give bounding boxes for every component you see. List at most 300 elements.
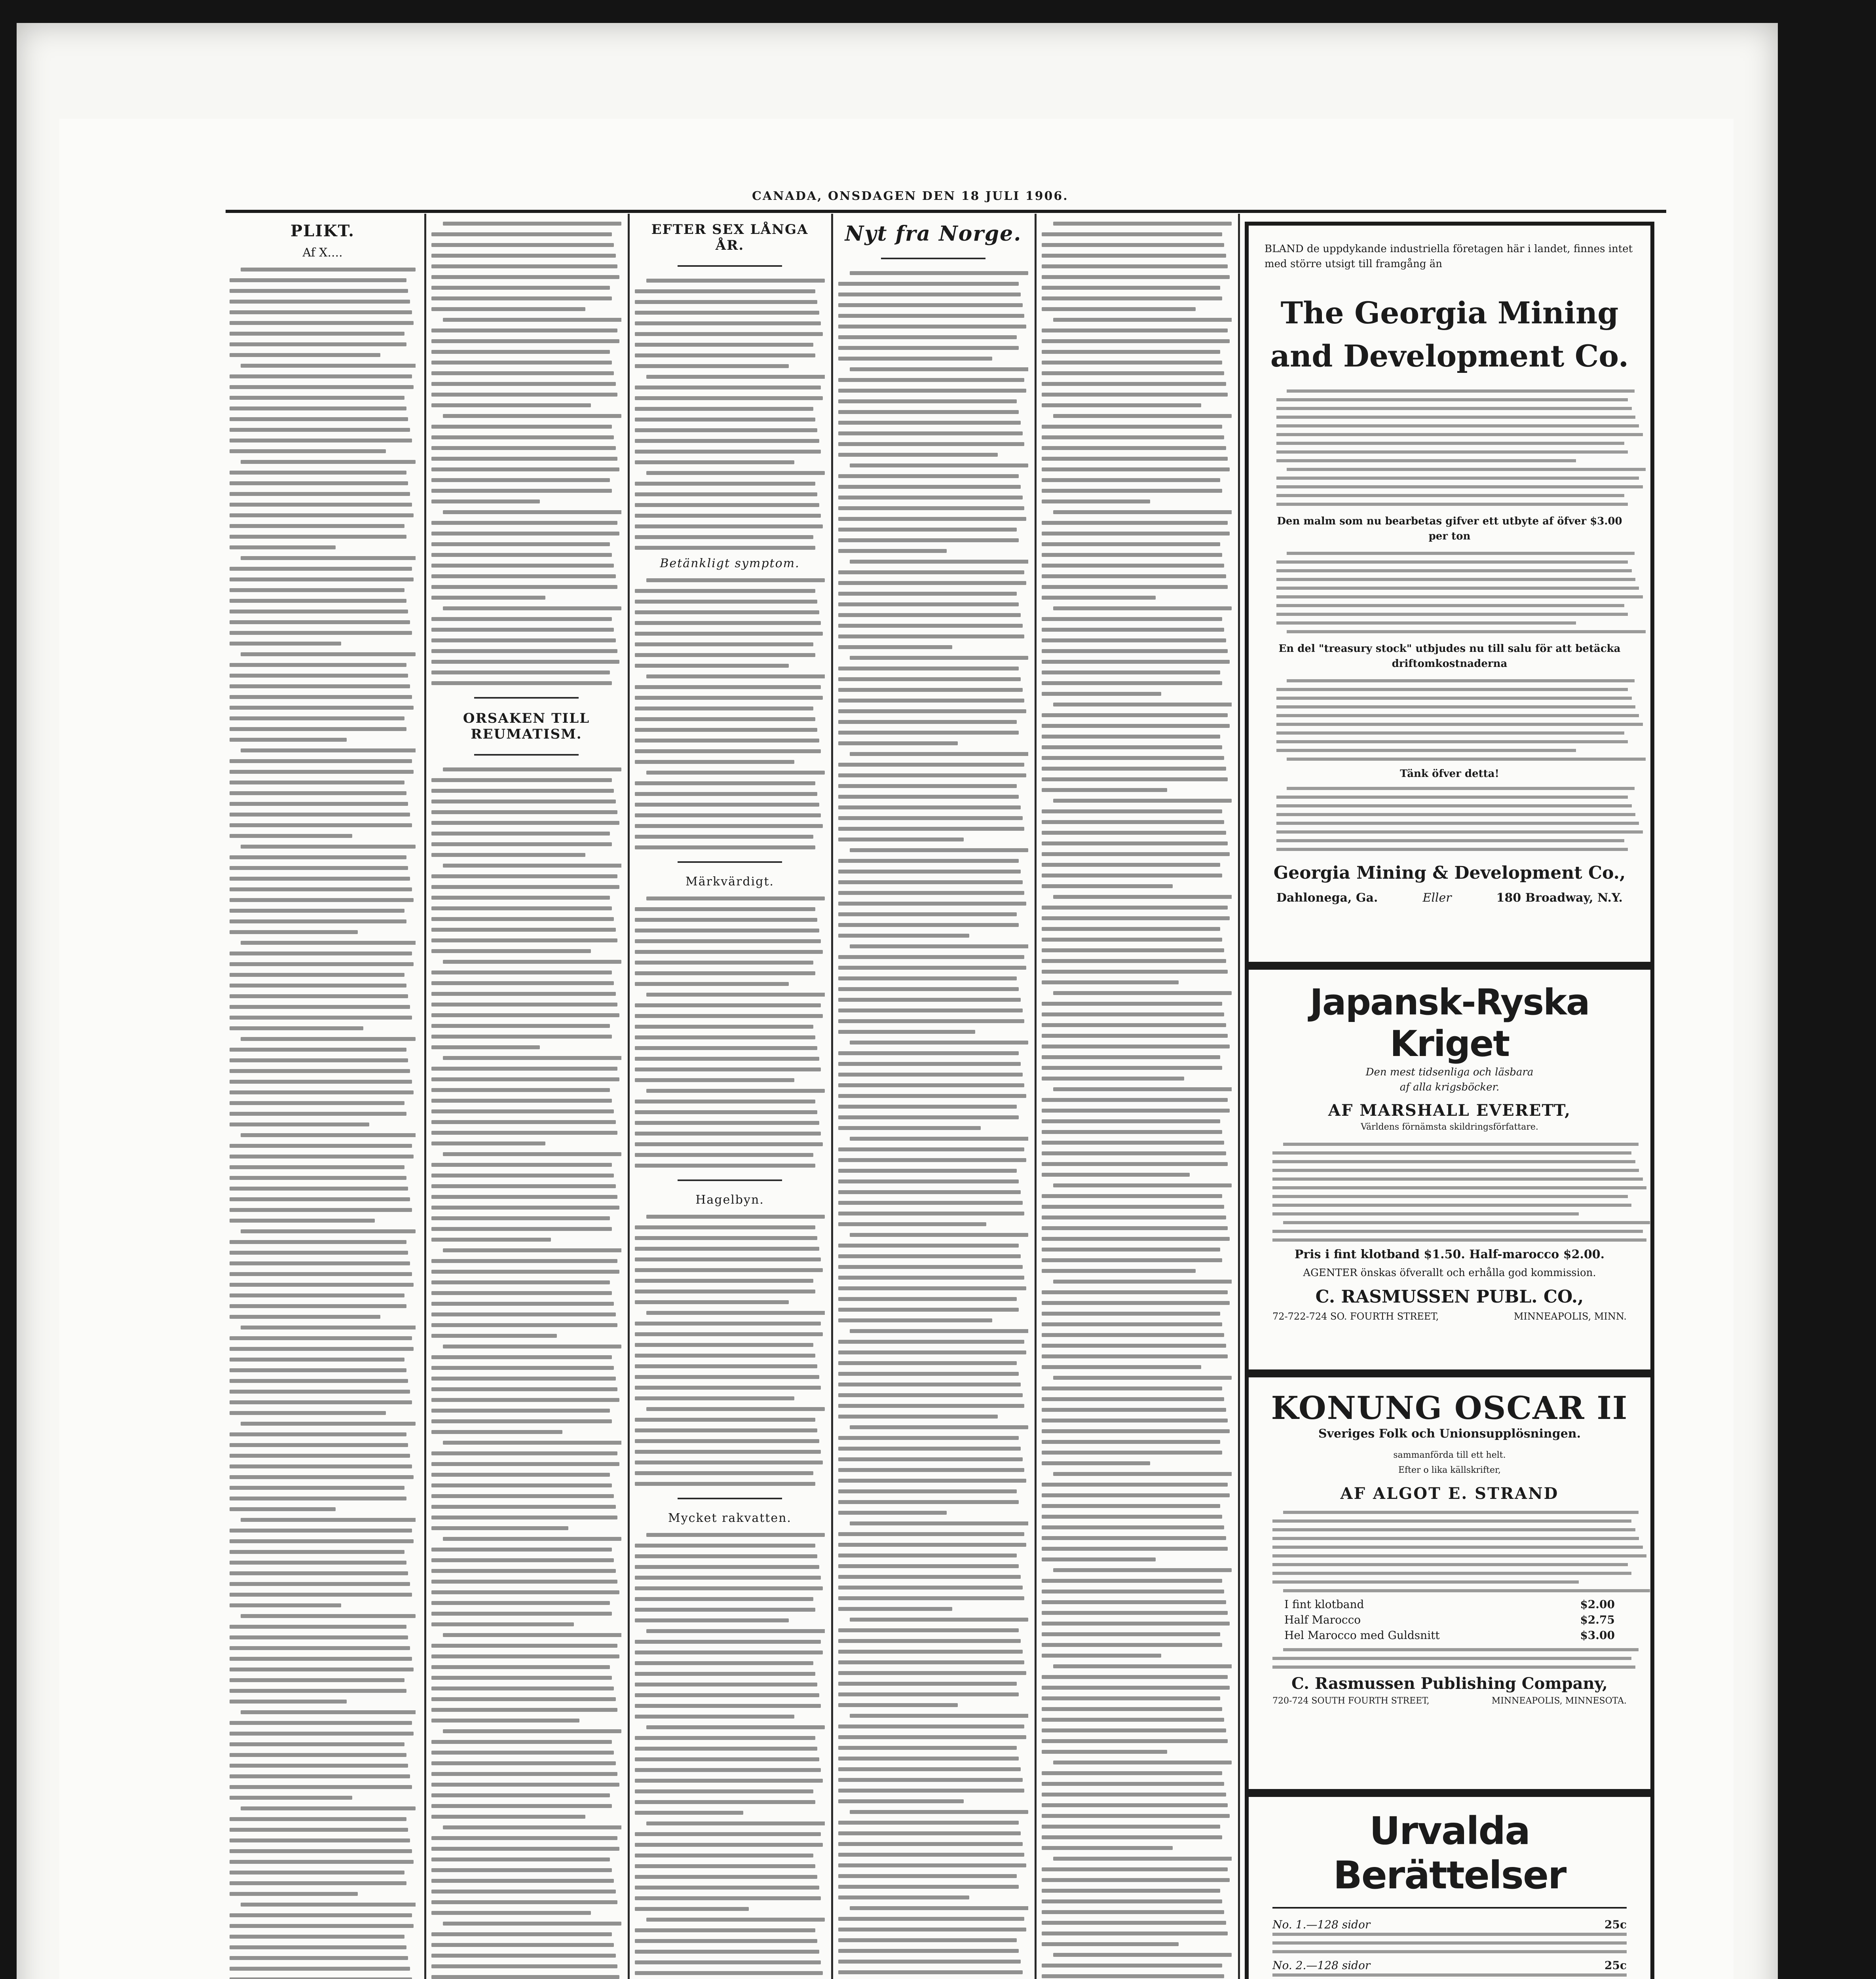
ad-japansk-ryska-kriget xyxy=(1245,966,1654,1373)
text-line xyxy=(443,1537,621,1541)
text-line xyxy=(230,1742,404,1746)
text-line xyxy=(838,570,1024,574)
text-line xyxy=(230,1721,412,1725)
text-line xyxy=(635,781,815,785)
text-line xyxy=(230,770,414,774)
text-line xyxy=(1042,232,1222,236)
text-line xyxy=(635,717,815,721)
text-line xyxy=(1042,1793,1226,1797)
text-line xyxy=(838,357,992,361)
text-line xyxy=(635,1693,819,1697)
text-line xyxy=(241,1614,416,1618)
text-line xyxy=(635,1290,815,1293)
book-price: 25c xyxy=(1604,1959,1627,1972)
text-line xyxy=(431,1804,612,1808)
text-line xyxy=(230,930,358,934)
text-line xyxy=(838,709,1026,713)
text-line xyxy=(431,1227,612,1231)
text-line xyxy=(838,581,1026,585)
text-line xyxy=(635,1257,821,1261)
text-line xyxy=(443,1152,621,1156)
text-line xyxy=(1276,398,1628,401)
text-line xyxy=(838,1607,952,1611)
text-line xyxy=(838,1853,1024,1857)
text-line xyxy=(646,771,825,775)
text-line xyxy=(1042,1045,1230,1048)
ad-publisher: C. RASMUSSEN PUBL. CO., xyxy=(1315,1287,1584,1307)
text-line xyxy=(1272,1950,1627,1953)
text-line xyxy=(230,1561,406,1565)
text-line xyxy=(230,1368,406,1372)
text-line xyxy=(1276,740,1628,743)
text-line xyxy=(431,574,616,578)
text-line xyxy=(635,1576,821,1580)
text-line xyxy=(1287,468,1646,471)
text-line xyxy=(1042,1622,1230,1626)
text-line xyxy=(838,624,1023,628)
text-line xyxy=(443,510,621,514)
text-line xyxy=(1276,424,1639,427)
text-line xyxy=(838,741,958,745)
text-line xyxy=(838,1863,1026,1867)
text-line xyxy=(635,1386,821,1390)
text-line xyxy=(443,767,621,771)
text-line xyxy=(1042,596,1156,600)
text-line xyxy=(1053,1087,1232,1091)
text-line xyxy=(230,759,412,763)
text-line xyxy=(1272,1657,1631,1660)
text-line xyxy=(431,1195,617,1199)
text-line xyxy=(230,802,408,806)
text-line xyxy=(1287,787,1635,790)
ad-title: and Development Co. xyxy=(1270,338,1629,374)
text-line xyxy=(635,1875,817,1879)
text-line xyxy=(850,944,1028,948)
text-line xyxy=(850,1041,1028,1045)
text-line xyxy=(1272,1151,1631,1155)
text-line xyxy=(635,1439,819,1443)
text-line xyxy=(1042,1226,1228,1230)
text-line xyxy=(1042,1878,1230,1882)
text-line xyxy=(635,1672,815,1676)
text-line xyxy=(838,1703,958,1707)
text-line xyxy=(838,1190,1021,1194)
text-line xyxy=(230,1539,414,1543)
text-line xyxy=(431,1761,616,1765)
text-line xyxy=(230,1796,352,1800)
text-line xyxy=(838,688,1023,692)
text-line xyxy=(1042,670,1220,674)
text-line xyxy=(431,1238,551,1242)
text-line xyxy=(850,271,1028,275)
text-line xyxy=(838,1008,1023,1012)
text-line xyxy=(1042,1974,1224,1978)
text-line xyxy=(838,1415,998,1419)
text-line xyxy=(838,1147,1024,1151)
text-line xyxy=(230,909,404,913)
text-line xyxy=(635,1736,815,1740)
text-line xyxy=(230,1400,412,1404)
text-line xyxy=(1053,1664,1232,1668)
text-line xyxy=(838,1596,1024,1600)
text-line xyxy=(1042,660,1230,664)
text-line xyxy=(431,1719,579,1723)
text-line xyxy=(230,791,406,795)
text-line xyxy=(431,1312,616,1316)
text-line xyxy=(431,628,614,632)
text-line xyxy=(230,1155,414,1159)
text-line xyxy=(1042,1258,1222,1262)
text-line xyxy=(431,339,619,343)
text-line xyxy=(635,1747,817,1751)
text-line xyxy=(635,1428,817,1432)
text-line xyxy=(1042,532,1230,536)
text-line xyxy=(1272,1528,1635,1531)
text-line xyxy=(1276,830,1643,834)
column-4 xyxy=(838,222,1028,1979)
text-line xyxy=(1283,1589,1650,1592)
text-line xyxy=(1042,820,1224,824)
text-line xyxy=(1042,745,1222,749)
text-line xyxy=(431,467,619,471)
text-line xyxy=(838,859,1019,863)
text-line xyxy=(1283,1143,1639,1146)
text-line xyxy=(230,781,404,784)
text-line xyxy=(838,784,1017,788)
text-line xyxy=(1042,1066,1222,1070)
text-line xyxy=(431,906,612,910)
text-line xyxy=(1042,1237,1230,1241)
text-line xyxy=(1272,1230,1643,1233)
text-line xyxy=(1042,938,1222,942)
text-line xyxy=(1042,1579,1222,1583)
text-line xyxy=(1042,243,1224,247)
text-line xyxy=(431,1141,545,1145)
text-line xyxy=(1042,1739,1228,1743)
text-line xyxy=(838,838,964,841)
text-line xyxy=(230,1347,414,1351)
text-line xyxy=(230,1432,406,1436)
text-line xyxy=(230,1358,404,1362)
text-line xyxy=(1276,688,1628,691)
text-line xyxy=(1272,1169,1639,1172)
text-line xyxy=(431,382,616,386)
text-line xyxy=(1276,749,1576,752)
text-line xyxy=(241,556,416,560)
text-line xyxy=(838,282,1019,286)
text-line xyxy=(241,1806,416,1810)
text-line xyxy=(1042,1055,1220,1059)
text-line xyxy=(230,1005,410,1009)
text-line xyxy=(241,1903,416,1907)
ad-subtitle: Den mest tidsenliga och läsbara xyxy=(1365,1066,1534,1078)
text-line xyxy=(1042,1814,1230,1818)
text-line xyxy=(230,481,408,485)
text-line xyxy=(838,1842,1023,1846)
text-line xyxy=(838,1254,1021,1258)
text-line xyxy=(838,1350,1026,1354)
text-line xyxy=(230,310,412,314)
article-body xyxy=(431,767,621,1979)
ad-subtitle: af alla krigsböcker. xyxy=(1399,1081,1500,1093)
text-line xyxy=(431,361,612,365)
text-line xyxy=(838,431,1023,435)
text-line xyxy=(431,1847,619,1851)
text-line xyxy=(1042,489,1222,493)
text-line xyxy=(230,716,404,720)
text-line xyxy=(431,1868,612,1872)
text-line xyxy=(1042,959,1226,963)
text-line xyxy=(635,311,819,315)
text-line xyxy=(1042,841,1228,845)
text-line xyxy=(1042,628,1224,632)
text-line xyxy=(635,1225,815,1229)
text-line xyxy=(635,1332,823,1336)
text-line xyxy=(838,1725,1024,1728)
text-line xyxy=(230,1593,412,1597)
text-line xyxy=(1042,1899,1222,1903)
text-line xyxy=(635,1025,813,1029)
text-line xyxy=(1042,1611,1228,1615)
text-line xyxy=(1276,595,1643,598)
text-line xyxy=(635,728,817,732)
text-line xyxy=(1276,697,1632,700)
text-line xyxy=(1276,494,1624,497)
text-line xyxy=(1042,1825,1220,1829)
text-line xyxy=(1042,382,1226,386)
text-line xyxy=(1276,848,1628,851)
text-line xyxy=(635,1939,817,1943)
text-line xyxy=(431,1644,617,1648)
text-line xyxy=(838,934,969,938)
section-heading: Märkvärdigt. xyxy=(685,875,774,889)
text-line xyxy=(1276,578,1635,581)
text-line xyxy=(431,585,617,589)
text-line xyxy=(1042,1248,1220,1252)
text-line xyxy=(635,332,823,336)
text-line xyxy=(838,1500,1019,1504)
text-line xyxy=(1042,1162,1228,1166)
text-line xyxy=(431,896,610,900)
text-line xyxy=(230,503,412,507)
text-line xyxy=(230,471,406,475)
text-line xyxy=(1042,1803,1228,1807)
book-item xyxy=(1272,1959,1627,1972)
text-line xyxy=(1276,416,1635,419)
text-line xyxy=(230,1016,412,1020)
text-line xyxy=(230,278,406,282)
text-line xyxy=(1042,1504,1220,1508)
text-line xyxy=(1042,767,1226,771)
text-line xyxy=(635,1886,819,1890)
text-line xyxy=(431,992,616,996)
text-line xyxy=(838,1244,1019,1248)
ad-urvalda-berattelser xyxy=(1245,1793,1654,1979)
section-heading: Hagelbyn. xyxy=(695,1193,764,1207)
text-line xyxy=(838,1671,1026,1675)
text-line xyxy=(838,1532,1024,1536)
text-line xyxy=(431,1654,619,1658)
text-line xyxy=(635,1471,813,1475)
text-line xyxy=(431,1174,614,1178)
text-line xyxy=(1042,1515,1222,1519)
text-line xyxy=(1276,407,1632,410)
text-line xyxy=(230,1774,410,1778)
text-line xyxy=(230,1849,412,1853)
text-line xyxy=(1053,799,1232,803)
text-line xyxy=(1042,1707,1222,1711)
text-line xyxy=(443,1056,621,1060)
book-price: 25c xyxy=(1604,1918,1627,1931)
text-line xyxy=(838,1949,1019,1953)
text-line xyxy=(635,824,823,828)
text-line xyxy=(850,1137,1028,1141)
ad-alt: Eller xyxy=(1422,891,1452,905)
text-line xyxy=(230,289,408,293)
text-line xyxy=(241,1518,416,1522)
text-line xyxy=(1272,1933,1627,1936)
text-line xyxy=(635,300,817,304)
text-line xyxy=(230,1753,406,1757)
text-line xyxy=(635,739,819,743)
text-line xyxy=(431,329,617,332)
text-line xyxy=(431,1590,619,1594)
text-line xyxy=(838,976,1017,980)
text-line xyxy=(1053,1568,1232,1572)
text-line xyxy=(838,602,1019,606)
text-line xyxy=(1042,403,1201,407)
book-label: No. 1.—128 sidor xyxy=(1272,1918,1371,1931)
text-line xyxy=(838,1960,1021,1964)
text-line xyxy=(1042,713,1228,717)
text-line xyxy=(635,610,819,614)
text-line xyxy=(1272,1212,1579,1216)
text-line xyxy=(1042,1109,1230,1113)
text-line xyxy=(635,1683,817,1687)
text-line xyxy=(838,966,1026,970)
text-line xyxy=(838,998,1021,1002)
text-line xyxy=(431,821,619,825)
text-line xyxy=(635,1482,815,1486)
text-line xyxy=(838,1928,1026,1932)
text-line xyxy=(1042,1429,1230,1433)
text-line xyxy=(230,545,336,549)
text-line xyxy=(1276,569,1632,572)
text-line xyxy=(1276,459,1576,462)
text-line xyxy=(431,789,614,793)
text-line xyxy=(635,835,813,839)
text-line xyxy=(838,1447,1021,1451)
text-line xyxy=(1276,450,1628,454)
text-line xyxy=(241,1133,416,1137)
text-line xyxy=(431,1045,540,1049)
text-line xyxy=(431,1419,612,1423)
text-line xyxy=(635,1236,817,1240)
text-line xyxy=(230,1497,406,1500)
text-line xyxy=(635,664,789,668)
text-line xyxy=(431,521,617,525)
text-line xyxy=(230,396,404,400)
ad-byline: Efter o lika källskrifter, xyxy=(1398,1465,1501,1475)
text-line xyxy=(1042,884,1173,888)
text-line xyxy=(838,538,1019,542)
text-line xyxy=(1042,1600,1226,1604)
text-line xyxy=(635,1960,821,1964)
text-line xyxy=(635,1896,821,1900)
text-line xyxy=(241,1037,416,1041)
text-line xyxy=(635,364,789,368)
ad-city: MINNEAPOLIS, MINN. xyxy=(1513,1311,1627,1322)
text-line xyxy=(1276,804,1632,807)
text-line xyxy=(230,1571,408,1575)
text-line xyxy=(838,795,1019,799)
text-line xyxy=(431,874,617,878)
text-line xyxy=(230,1197,410,1201)
text-line xyxy=(838,645,952,649)
text-line xyxy=(230,374,412,378)
text-line xyxy=(838,1543,1026,1547)
text-line xyxy=(230,1080,412,1084)
text-line xyxy=(241,460,416,464)
text-line xyxy=(635,1153,813,1157)
text-line xyxy=(838,1126,981,1130)
text-line xyxy=(230,855,406,859)
text-line xyxy=(1042,1419,1228,1423)
text-line xyxy=(838,763,1024,767)
text-line xyxy=(635,439,819,443)
text-line xyxy=(1053,1953,1232,1957)
text-line xyxy=(230,1112,406,1116)
text-line xyxy=(838,667,1019,670)
text-line xyxy=(1042,1344,1226,1348)
text-line xyxy=(635,707,813,710)
text-line xyxy=(1042,1269,1196,1273)
text-line xyxy=(1042,1910,1224,1914)
text-line xyxy=(241,1710,416,1714)
text-line xyxy=(1042,1846,1173,1850)
text-line xyxy=(431,1131,617,1135)
text-line xyxy=(1287,758,1646,761)
text-line xyxy=(230,1764,408,1768)
text-line xyxy=(1042,863,1220,867)
text-line xyxy=(431,1003,617,1007)
text-line xyxy=(241,1422,416,1426)
text-line xyxy=(431,1740,612,1744)
text-line xyxy=(1272,1554,1646,1557)
text-line xyxy=(230,1828,408,1832)
text-line xyxy=(635,589,815,593)
text-line xyxy=(431,1505,616,1509)
text-line xyxy=(1287,389,1635,393)
text-line xyxy=(635,1768,821,1772)
text-line xyxy=(635,632,823,636)
text-line xyxy=(1276,613,1628,616)
page-masthead: CANADA, ONSDAGEN DEN 18 JULI 1906. xyxy=(752,189,1069,203)
text-line xyxy=(230,1443,408,1447)
text-line xyxy=(1276,433,1643,436)
text-line xyxy=(635,1121,819,1125)
text-line xyxy=(1042,1077,1184,1081)
text-line xyxy=(838,773,1026,777)
text-line xyxy=(230,962,414,966)
text-line xyxy=(1042,756,1224,760)
text-line xyxy=(635,343,813,347)
text-line xyxy=(230,385,414,389)
text-line xyxy=(431,1409,610,1413)
text-line xyxy=(230,1251,408,1255)
text-line xyxy=(635,845,815,849)
text-line xyxy=(1283,1221,1650,1224)
